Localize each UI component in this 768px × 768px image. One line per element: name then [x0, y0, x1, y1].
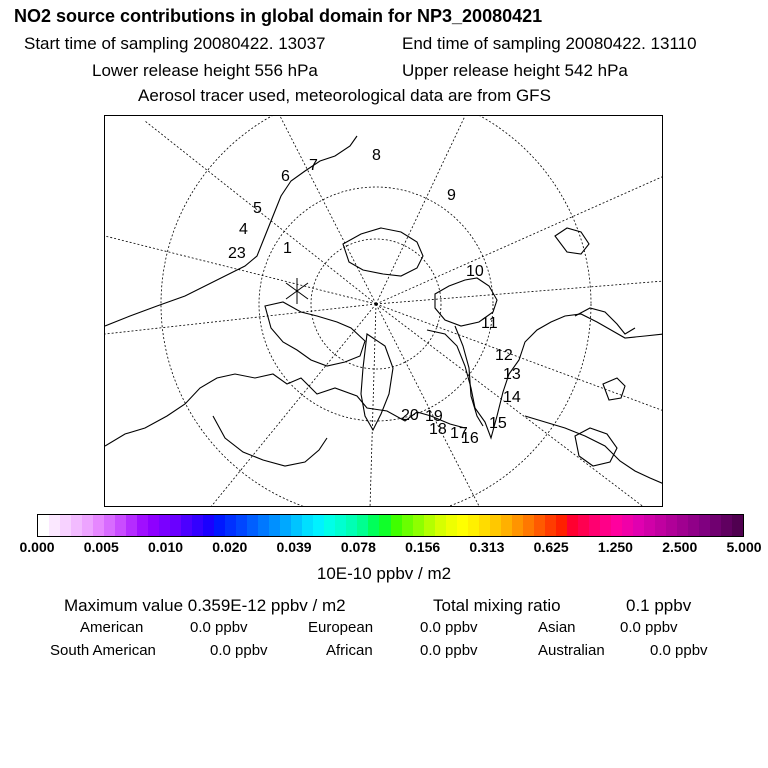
colorbar-swatch: [501, 515, 512, 536]
colorbar-swatch: [192, 515, 203, 536]
colorbar-swatch: [93, 515, 104, 536]
colorbar-swatch: [225, 515, 236, 536]
trajectory-label: 1: [283, 240, 292, 257]
region-value-african: 0.0 ppbv: [420, 642, 478, 659]
region-name-american: American: [80, 619, 144, 636]
coastline: [105, 136, 357, 326]
trajectory-label: 17: [450, 425, 468, 442]
colorbar-swatch: [291, 515, 302, 536]
coastline: [555, 228, 589, 254]
colorbar-swatch: [181, 515, 192, 536]
colorbar-swatch: [644, 515, 655, 536]
colorbar-swatch: [302, 515, 313, 536]
meridian: [280, 116, 376, 304]
trajectory-label: 20: [401, 407, 419, 424]
colorbar-swatch: [104, 515, 115, 536]
colorbar-swatch: [115, 515, 126, 536]
colorbar-swatch: [258, 515, 269, 536]
colorbar-swatch: [60, 515, 71, 536]
trajectory-label: 5: [253, 200, 262, 217]
colorbar-swatch: [126, 515, 137, 536]
meridian: [376, 116, 465, 304]
map-panel: [104, 115, 663, 507]
colorbar-swatch: [611, 515, 622, 536]
coastline: [575, 308, 635, 334]
meridian: [105, 304, 376, 334]
region-name-european: European: [308, 619, 374, 636]
upper-release-height: Upper release height 542 hPa: [402, 61, 628, 80]
colorbar-swatch: [324, 515, 335, 536]
colorbar-swatch: [346, 515, 357, 536]
colorbar-swatch: [479, 515, 490, 536]
colorbar-swatch: [710, 515, 721, 536]
region-name-asian: Asian: [538, 619, 576, 636]
colorbar-swatch: [148, 515, 159, 536]
colorbar-swatch: [379, 515, 390, 536]
trajectory-label: 18: [429, 421, 447, 438]
total-mixing-ratio-label: Total mixing ratio: [433, 596, 561, 615]
meridian: [376, 304, 480, 507]
colorbar-tick-label: 2.500: [662, 539, 698, 555]
colorbar-swatch: [413, 515, 424, 536]
trajectory-label: 4: [239, 221, 248, 238]
colorbar-tick-label: 0.010: [148, 539, 184, 555]
region-value-south-american: 0.0 ppbv: [210, 642, 268, 659]
colorbar-swatch: [490, 515, 501, 536]
colorbar-swatch: [391, 515, 402, 536]
colorbar-tick-label: 0.005: [83, 539, 119, 555]
colorbar-unit: 10E-10 ppbv / m2: [316, 564, 452, 583]
trajectory-labels: [228, 147, 521, 447]
trajectory-label: 19: [425, 408, 443, 425]
region-name-south-american: South American: [50, 642, 156, 659]
colorbar-tick-label: 5.000: [726, 539, 762, 555]
region-name-african: African: [326, 642, 373, 659]
colorbar-tick-label: 0.000: [19, 539, 55, 555]
colorbar-swatch: [457, 515, 468, 536]
colorbar-tick-label: 0.020: [212, 539, 248, 555]
data-note: Aerosol tracer used, meteorological data are from GFS: [138, 86, 551, 105]
colorbar-swatch: [402, 515, 413, 536]
colorbar-swatch: [655, 515, 666, 536]
colorbar-swatch: [633, 515, 644, 536]
trajectory-label: 16: [461, 430, 479, 447]
colorbar-swatch: [600, 515, 611, 536]
colorbar-tick-label: 1.250: [597, 539, 633, 555]
colorbar-swatch: [523, 515, 534, 536]
coastline: [525, 416, 663, 484]
colorbar-swatch: [82, 515, 93, 536]
trajectory-label: 7: [309, 157, 318, 174]
colorbar-swatch: [313, 515, 324, 536]
region-value-asian: 0.0 ppbv: [620, 619, 678, 636]
colorbar-swatch: [269, 515, 280, 536]
page-title: NO2 source contributions in global domain for NP3_20080421: [14, 6, 543, 26]
coastline: [343, 228, 423, 276]
colorbar-swatch: [677, 515, 688, 536]
meridian: [376, 281, 663, 304]
colorbar-tick-label: 0.156: [405, 539, 441, 555]
coastline: [603, 378, 625, 400]
colorbar-swatch: [159, 515, 170, 536]
colorbar-swatch: [446, 515, 457, 536]
colorbar-swatch: [721, 515, 732, 536]
trajectory-label: 9: [447, 187, 456, 204]
colorbar-tick-label: 0.625: [533, 539, 569, 555]
trajectory-label: 14: [503, 389, 521, 406]
colorbar: [37, 514, 744, 537]
total-mixing-ratio-value: 0.1 ppbv: [626, 596, 692, 615]
colorbar-tick-label: 0.313: [469, 539, 505, 555]
colorbar-swatch: [280, 515, 291, 536]
colorbar-swatch: [589, 515, 600, 536]
colorbar-swatch: [49, 515, 60, 536]
end-time: End time of sampling 20080422. 13110: [402, 34, 697, 53]
region-value-australian: 0.0 ppbv: [650, 642, 708, 659]
polar-map: [105, 116, 663, 507]
colorbar-swatch: [170, 515, 181, 536]
region-value-american: 0.0 ppbv: [190, 619, 248, 636]
coastline: [361, 334, 393, 430]
maximum-value: Maximum value 0.359E-12 ppbv / m2: [64, 596, 346, 615]
colorbar-swatch: [666, 515, 677, 536]
trajectory-label: 13: [503, 366, 521, 383]
colorbar-swatch: [137, 515, 148, 536]
colorbar-swatch: [236, 515, 247, 536]
meridian: [210, 304, 376, 507]
region-value-european: 0.0 ppbv: [420, 619, 478, 636]
latitude-circle: [161, 116, 591, 507]
trajectory-label: 10: [466, 263, 484, 280]
colorbar-swatch: [247, 515, 258, 536]
colorbar-swatch: [732, 515, 743, 536]
colorbar-swatch: [468, 515, 479, 536]
colorbar-swatch: [214, 515, 225, 536]
colorbar-swatch: [512, 515, 523, 536]
colorbar-swatch: [203, 515, 214, 536]
trajectory-label: 6: [281, 168, 290, 185]
coastline: [455, 326, 483, 426]
trajectory-label: 15: [489, 415, 507, 432]
start-time: Start time of sampling 20080422. 13037: [24, 34, 326, 53]
colorbar-swatch: [38, 515, 49, 536]
region-name-australian: Australian: [538, 642, 605, 659]
colorbar-swatch: [622, 515, 633, 536]
coastline: [265, 302, 365, 366]
colorbar-tick-label: 0.078: [340, 539, 376, 555]
colorbar-swatch: [357, 515, 368, 536]
trajectory-label: 12: [495, 347, 513, 364]
trajectory-label: 11: [481, 315, 498, 332]
colorbar-swatch: [556, 515, 567, 536]
colorbar-swatch: [567, 515, 578, 536]
trajectory-label: 23: [228, 245, 246, 262]
colorbar-swatch: [424, 515, 435, 536]
colorbar-swatch: [534, 515, 545, 536]
coastline: [213, 416, 327, 466]
colorbar-swatch: [578, 515, 589, 536]
colorbar-tick-label: 0.039: [276, 539, 312, 555]
colorbar-swatch: [368, 515, 379, 536]
trajectory-label: 8: [372, 147, 381, 164]
colorbar-swatch: [688, 515, 699, 536]
colorbar-swatch: [699, 515, 710, 536]
coastline: [575, 428, 617, 466]
lower-release-height: Lower release height 556 hPa: [92, 61, 318, 80]
colorbar-swatch: [71, 515, 82, 536]
colorbar-swatch: [545, 515, 556, 536]
graticule: [105, 116, 663, 507]
meridian: [370, 304, 376, 507]
colorbar-swatch: [435, 515, 446, 536]
colorbar-swatch: [335, 515, 346, 536]
